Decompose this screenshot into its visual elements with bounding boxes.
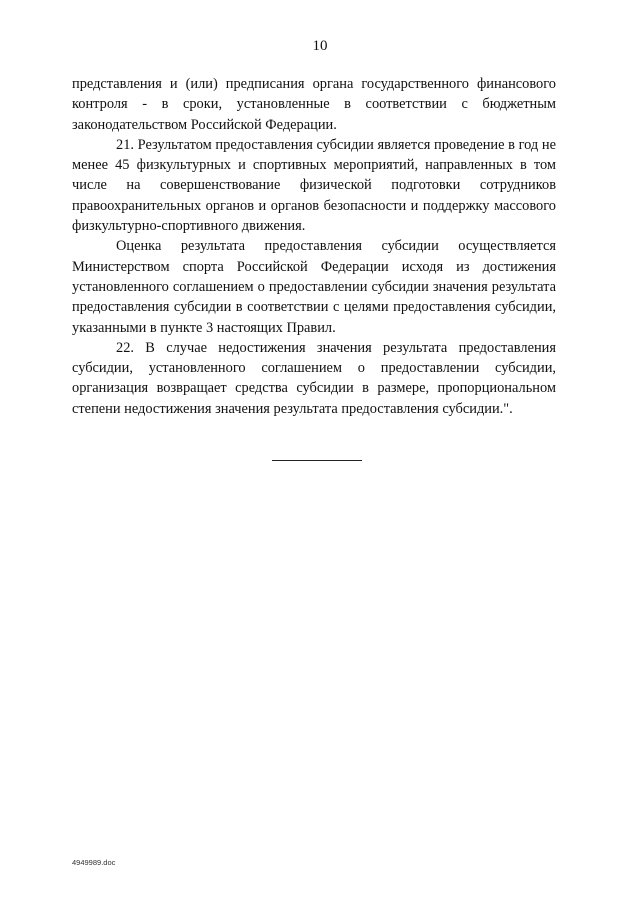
page-number: 10 xyxy=(312,38,328,54)
separator-line xyxy=(272,460,362,461)
document-filename: 4949989.doc xyxy=(72,858,116,867)
paragraph-21: 21. Результатом предоставления субсидии является проведение в год не менее 45 физкультурных и спортивных мероприятий, направленных в том числе на совершенствование физической подготовки сотрудников правоохранительных органов и органов безопасности и поддержку массового физкультурно-спортивного движения. xyxy=(72,136,556,235)
paragraph-continuation: представления и (или) предписания органа государственного финансового контроля - в сроки, установленные в соответствии с бюджетным законодательством Российской Федерации. xyxy=(72,76,556,133)
paragraph-21-assessment: Оценка результата предоставления субсидии осуществляется Министерством спорта Российской Федерации исходя из достижения установленного соглашением о предоставлении субсидии значения результата предоставления субсидии в соответствии с целями предоставления субсидии, указанными в пункте 3 настоящих Правил. xyxy=(72,238,556,336)
document-body xyxy=(72,74,556,419)
paragraph-22: 22. В случае недостижения значения результата предоставления субсидии, установленного соглашением о предоставлении субсидии, организация возвращает средства субсидии в размере, пропорциональном степени недостижения значения результата предоставления субсидии.". xyxy=(72,339,556,417)
